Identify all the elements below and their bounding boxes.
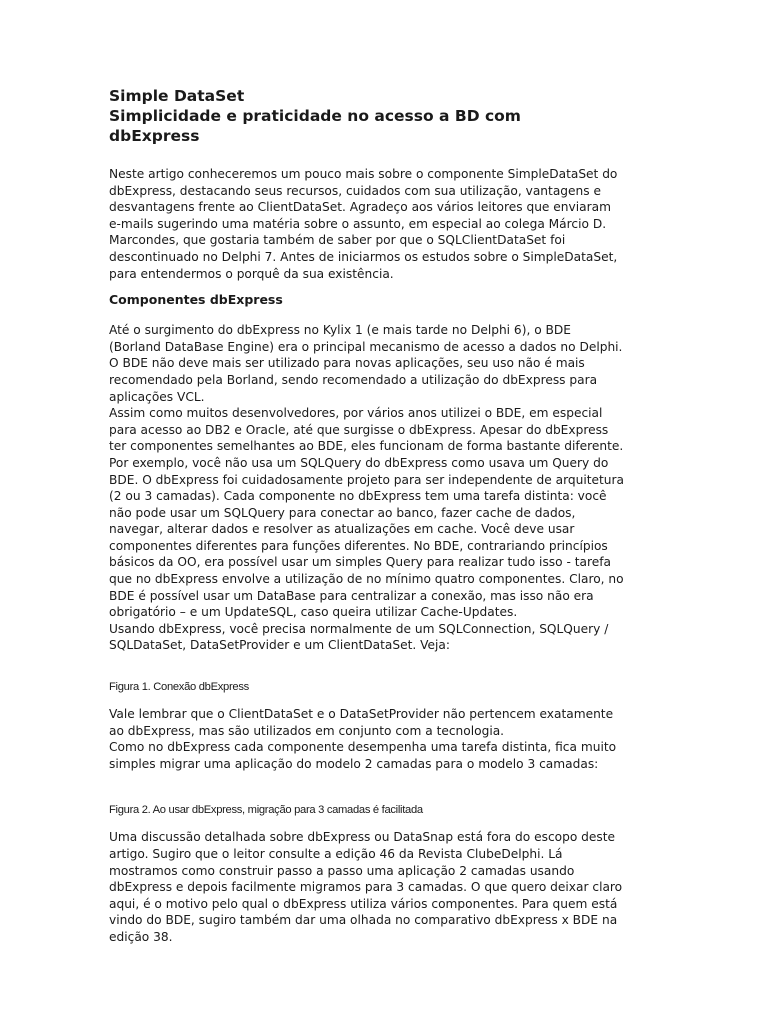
text-line: edição 38. — [109, 929, 173, 944]
text-line: obrigatório – e um UpdateSQL, caso queira utilizar Cache-Updates. — [109, 605, 518, 620]
text-line: navegar, alterar dados e resolver as atualizações em cache. Você deve usar — [109, 522, 575, 537]
text-line: SQLDataSet, DataSetProvider e um ClientDataSet. Veja: — [109, 638, 450, 653]
text-line: BDE é possível usar um DataBase para centralizar a conexão, mas isso não era — [109, 588, 594, 603]
text-line: Vale lembrar que o ClientDataSet e o DataSetProvider não pertencem exatamente — [109, 707, 614, 722]
title-line: dbExpress — [109, 127, 200, 145]
figure-1-caption: Figura 1. Conexão dbExpress — [109, 681, 249, 694]
document-page — [109, 86, 661, 946]
text-line: simples migrar uma aplicação do modelo 2 camadas para o modelo 3 camadas: — [109, 756, 599, 771]
text-line: Neste artigo conheceremos um pouco mais sobre o componente SimpleDataSet do — [109, 167, 618, 181]
text-line: dbExpress, destacando seus recursos, cuidados com sua utilização, vantagens e — [109, 183, 601, 198]
text-line: Como no dbExpress cada componente desempenha uma tarefa distinta, fica muito — [109, 740, 617, 755]
body-paragraph-2 — [109, 706, 661, 772]
text-line: para acesso ao DB2 e Oracle, até que surgisse o dbExpress. Apesar do dbExpress — [109, 422, 609, 437]
intro-paragraph — [109, 166, 661, 282]
text-line: vindo do BDE, sugiro também dar uma olhada no comparativo dbExpress x BDE na — [109, 913, 618, 928]
text-line: Por exemplo, você não usa um SQLQuery do dbExpress como usava um Query do — [109, 455, 609, 470]
body-paragraph-1 — [109, 322, 661, 654]
text-line: descontinuado no Delphi 7. Antes de iniciarmos os estudos sobre o SimpleDataSet, — [109, 249, 618, 264]
text-line: componentes diferentes para funções diferentes. No BDE, contrariando princípios — [109, 538, 608, 553]
text-line: mostramos como construir passo a passo uma aplicação 2 camadas usando — [109, 863, 575, 878]
figure-2-caption: Figura 2. Ao usar dbExpress, migração para 3 camadas é facilitada — [109, 804, 423, 817]
text-line: Marcondes, que gostaria também de saber por que o SQLClientDataSet foi — [109, 233, 566, 248]
section-heading: Componentes dbExpress — [109, 292, 283, 308]
title-line: Simplicidade e praticidade no acesso a BD com — [109, 107, 521, 125]
text-line: ter componentes semelhantes ao BDE, eles funcionam de forma bastante diferente. — [109, 439, 624, 454]
text-line: BDE. O dbExpress foi cuidadosamente projeto para ser independente de arquitetura — [109, 472, 624, 487]
text-line: Até o surgimento do dbExpress no Kylix 1 (e mais tarde no Delphi 6), o BDE — [109, 323, 571, 338]
text-line: Assim como muitos desenvolvedores, por vários anos utilizei o BDE, em especial — [109, 406, 603, 421]
title-line: Simple DataSet — [109, 87, 245, 105]
text-line: e-mails sugerindo uma matéria sobre o assunto, em especial ao colega Márcio D. — [109, 216, 607, 231]
text-line: aqui, é o motivo pelo qual o dbExpress utiliza vários componentes. Para quem está — [109, 896, 618, 911]
text-line: não pode usar um SQLQuery para conectar ao banco, fazer cache de dados, — [109, 505, 576, 520]
text-line: recomendado pela Borland, sendo recomendado a utilização do dbExpress para — [109, 372, 598, 387]
text-line: desvantagens frente ao ClientDataSet. Agradeço aos vários leitores que enviaram — [109, 200, 611, 215]
text-line: dbExpress e depois facilmente migramos para 3 camadas. O que quero deixar claro — [109, 880, 623, 895]
text-line: (Borland DataBase Engine) era o principal mecanismo de acesso a dados no Delphi. — [109, 339, 623, 354]
text-line: Usando dbExpress, você precisa normalmente de um SQLConnection, SQLQuery / — [109, 621, 609, 636]
text-line: artigo. Sugiro que o leitor consulte a edição 46 da Revista ClubeDelphi. Lá — [109, 847, 563, 861]
text-line: Uma discussão detalhada sobre dbExpress ou DataSnap está fora do escopo deste — [109, 830, 616, 845]
text-line: aplicações VCL. — [109, 389, 205, 404]
text-line: que no dbExpress envolve a utilização de no mínimo quatro componentes. Claro, no — [109, 572, 624, 587]
text-line: (2 ou 3 camadas). Cada componente no dbExpress tem uma tarefa distinta: você — [109, 489, 607, 504]
text-line: básicos da OO, era possível usar um simples Query para realizar tudo isso - tarefa — [109, 555, 611, 570]
body-paragraph-3 — [109, 829, 661, 945]
text-line: para entendermos o porquê da sua existência. — [109, 266, 394, 281]
article-title — [109, 86, 661, 146]
text-line: O BDE não deve mais ser utilizado para novas aplicações, seu uso não é mais — [109, 356, 585, 371]
text-line: ao dbExpress, mas são utilizados em conjunto com a tecnologia. — [109, 723, 505, 738]
